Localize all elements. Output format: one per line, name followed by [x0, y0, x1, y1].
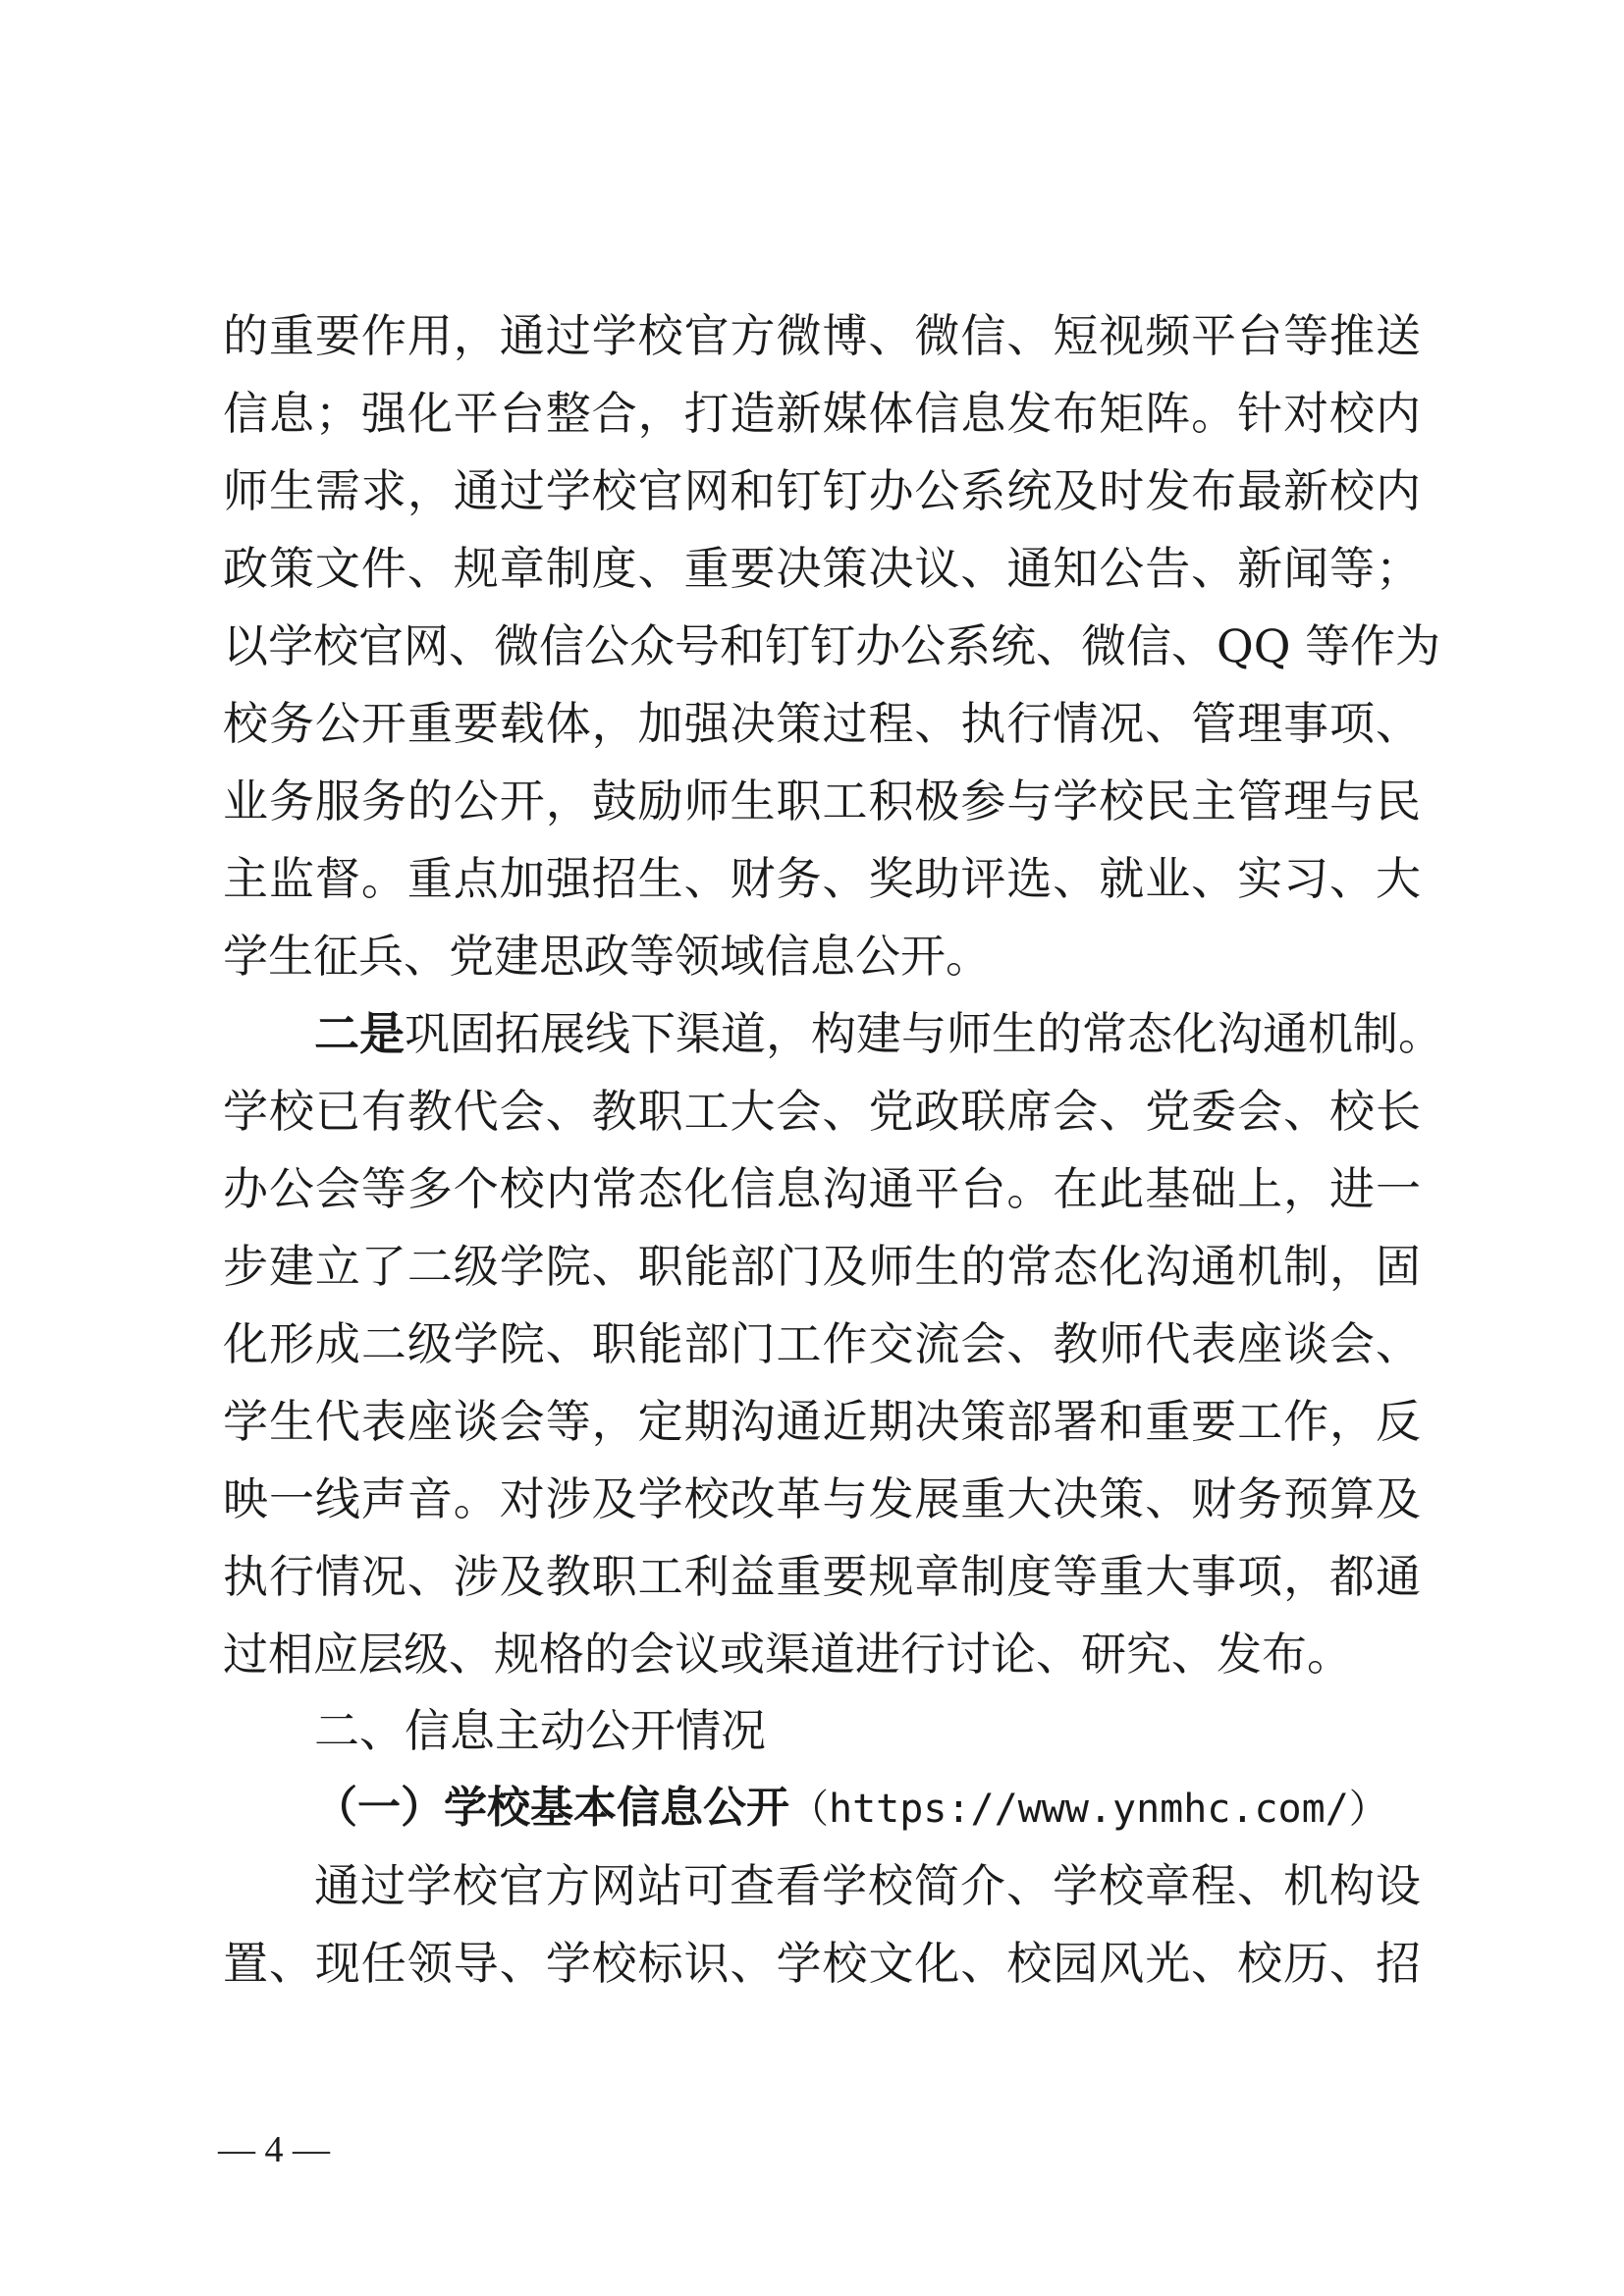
body-line: 步建立了二级学院、职能部门及师生的常态化沟通机制，固	[223, 1240, 1421, 1293]
body-line: 过相应层级、规格的会议或渠道进行讨论、研究、发布。	[223, 1628, 1352, 1681]
body-line: 执行情况、涉及教职工利益重要规章制度等重大事项，都通	[223, 1550, 1421, 1603]
body-line: 的重要作用，通过学校官方微博、微信、短视频平台等推送	[223, 309, 1421, 362]
body-line: 化形成二级学院、职能部门工作交流会、教师代表座谈会、	[223, 1317, 1421, 1370]
paragraph-first-line: 通过学校官方网站可查看学校简介、学校章程、机构设	[314, 1859, 1421, 1912]
subsection-heading	[314, 1769, 1388, 1847]
body-line: 信息；强化平台整合，打造新媒体信息发布矩阵。针对校内	[223, 387, 1421, 440]
subsection-url: （https://www.ynmhc.com/）	[789, 1787, 1388, 1832]
body-line: 置、现任领导、学校标识、学校文化、校园风光、校历、招	[223, 1937, 1421, 1990]
body-line: 以学校官网、微信公众号和钉钉办公系统、微信、QQ 等作为	[223, 619, 1441, 672]
paragraph-lead-rest: 巩固拓展线下渠道，构建与师生的常态化沟通机制。	[405, 1007, 1443, 1060]
body-line: 办公会等多个校内常态化信息沟通平台。在此基础上，进一	[223, 1162, 1421, 1215]
body-line: 政策文件、规章制度、重要决策决议、通知公告、新闻等；	[223, 542, 1421, 595]
body-line: 学生征兵、党建思政等领域信息公开。	[223, 930, 991, 983]
page-number: — 4 —	[218, 2129, 330, 2170]
subsection-label: （一）学校基本信息公开	[314, 1783, 789, 1833]
body-line: 师生需求，通过学校官网和钉钉办公系统及时发布最新校内	[223, 464, 1421, 517]
body-line: 校务公开重要载体，加强决策过程、执行情况、管理事项、	[223, 697, 1421, 750]
body-line: 学校已有教代会、教职工大会、党政联席会、党委会、校长	[223, 1085, 1421, 1138]
body-line: 业务服务的公开，鼓励师生职工积极参与学校民主管理与民	[223, 774, 1421, 828]
body-line: 学生代表座谈会等，定期沟通近期决策部署和重要工作，反	[223, 1395, 1421, 1448]
section-heading: 二、信息主动公开情况	[314, 1704, 766, 1757]
body-line: 映一线声音。对涉及学校改革与发展重大决策、财务预算及	[223, 1472, 1421, 1525]
body-line: 主监督。重点加强招生、财务、奖助评选、就业、实习、大	[223, 852, 1421, 905]
paragraph-lead: 二是	[314, 1007, 405, 1060]
paragraph-first-line	[314, 994, 1443, 1073]
